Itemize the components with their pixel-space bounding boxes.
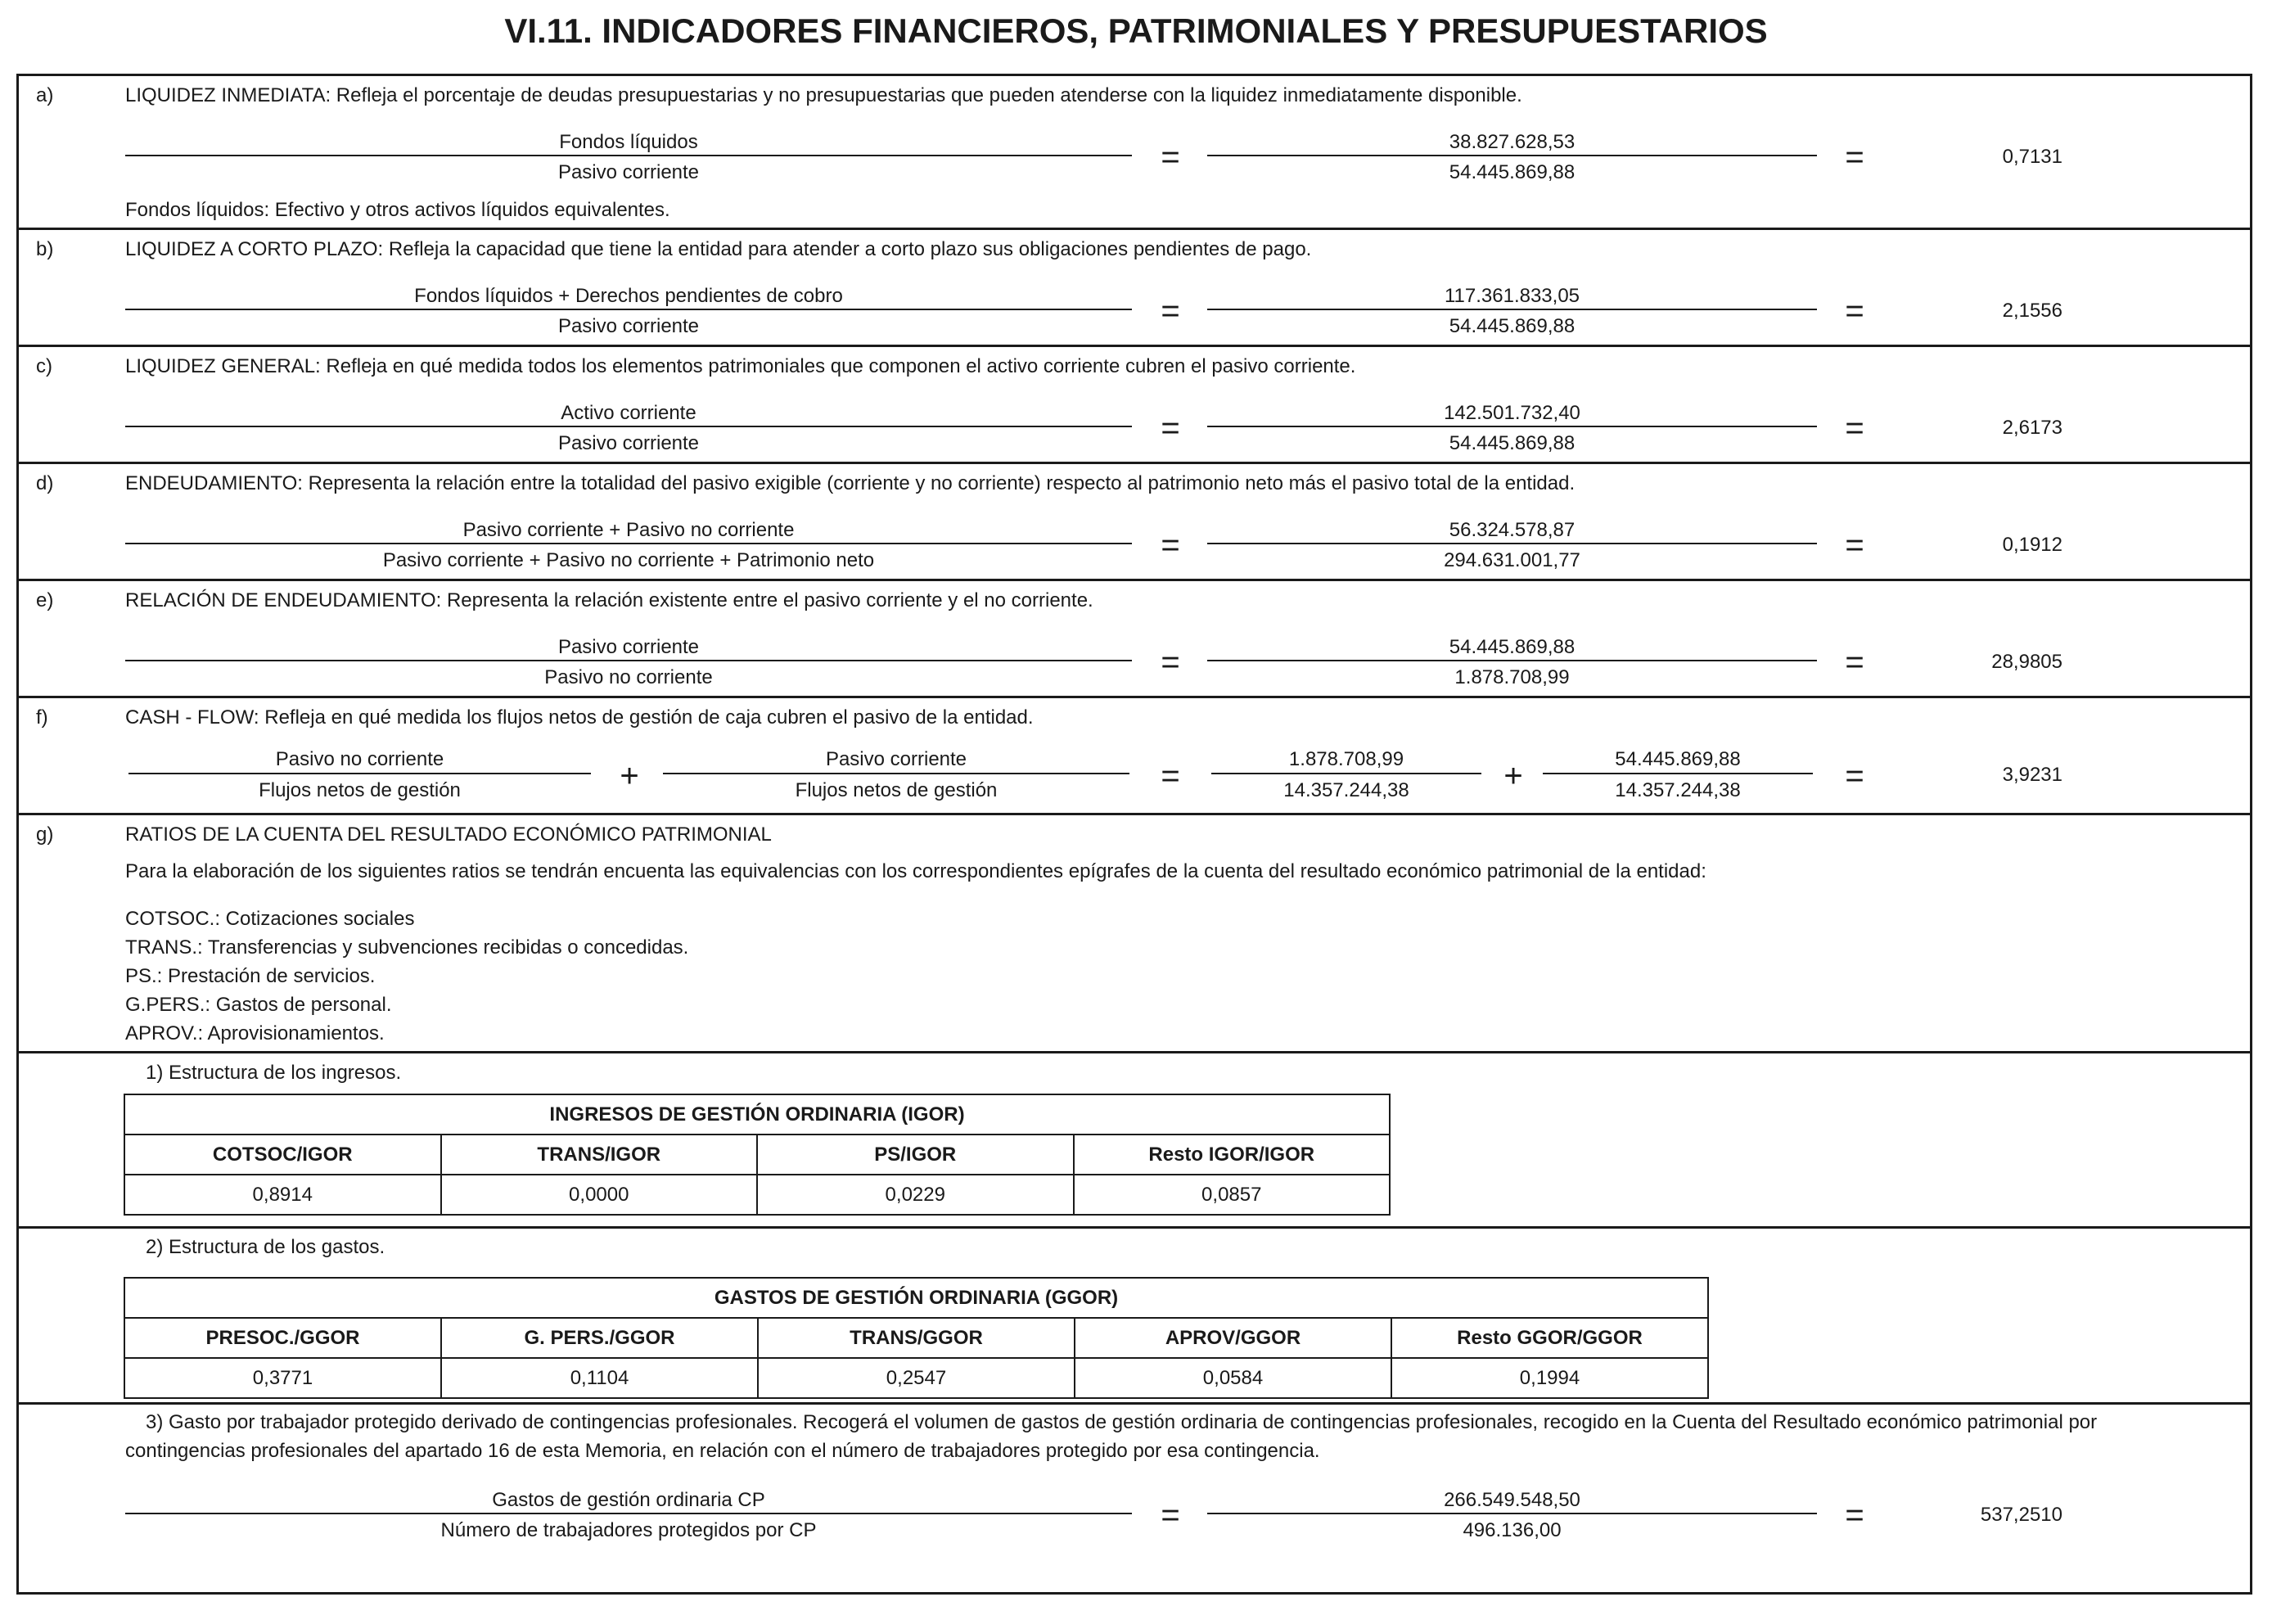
equals-sign: =	[1161, 758, 1180, 794]
ratio-result: 3,9231	[2002, 764, 2062, 786]
numerator-label: Activo corriente	[561, 402, 696, 424]
column-header: COTSOC/IGOR	[124, 1135, 441, 1175]
denominator-value: 54.445.869,88	[1449, 161, 1576, 183]
ratio-result: 0,1912	[2002, 534, 2062, 556]
ratio-result: 0,7131	[2002, 146, 2062, 168]
equivalence-item: PS.: Prestación de servicios.	[125, 965, 376, 987]
fraction-rule	[125, 660, 1132, 661]
equals-sign: =	[1845, 1497, 1864, 1533]
section-divider	[16, 813, 2252, 815]
ratio-result: 2,1556	[2002, 300, 2062, 322]
term1-denominator: Flujos netos de gestión	[259, 779, 461, 801]
denominator-value: 496.136,00	[1463, 1519, 1562, 1541]
column-header: G. PERS./GGOR	[441, 1318, 758, 1358]
fraction-rule	[125, 309, 1132, 310]
numerator-value: 38.827.628,53	[1449, 131, 1576, 153]
equals-sign: =	[1845, 758, 1864, 794]
table-row	[124, 1175, 1390, 1215]
ratio-result: 28,9805	[1991, 651, 2062, 673]
equals-sign: =	[1161, 527, 1180, 563]
table-header-row	[124, 1318, 1708, 1358]
worker-cost-text: 3) Gasto por trabajador protegido derivado de contingencias profesionales. Recogerá el volumen de gastos de gestión ordinaria de contingencias profesionales, recogido en la Cuenta del Resultado económico patrimonial por	[146, 1411, 2098, 1433]
column-header: TRANS/IGOR	[441, 1135, 758, 1175]
equals-sign: =	[1845, 644, 1864, 680]
fraction-rule	[663, 773, 1129, 774]
numerator-value: 142.501.732,40	[1444, 402, 1580, 424]
ratio-result: 2,6173	[2002, 417, 2062, 439]
fraction-rule	[1207, 660, 1817, 661]
numerator-label: Pasivo corriente + Pasivo no corriente	[462, 519, 795, 541]
denominator-value: 54.445.869,88	[1449, 315, 1576, 337]
denominator-label: Pasivo corriente	[557, 315, 700, 337]
section-letter: g)	[36, 823, 54, 846]
table-cell: 0,0584	[1075, 1358, 1391, 1398]
fraction-rule	[1207, 1513, 1817, 1514]
fraction-rule	[1207, 543, 1817, 544]
equals-sign: =	[1161, 293, 1180, 329]
section-letter: a)	[36, 84, 54, 106]
table-cell: 0,0000	[441, 1175, 758, 1215]
denominator-label: Pasivo corriente	[557, 432, 700, 454]
fraction-rule	[1543, 773, 1813, 774]
equivalence-item: TRANS.: Transferencias y subvenciones recibidas o concedidas.	[125, 936, 689, 959]
numerator-value: 54.445.869,88	[1449, 636, 1576, 658]
column-header: PS/IGOR	[757, 1135, 1074, 1175]
column-header: PRESOC./GGOR	[124, 1318, 441, 1358]
section-divider	[16, 345, 2252, 347]
table-title: GASTOS DE GESTIÓN ORDINARIA (GGOR)	[124, 1278, 1708, 1318]
section-letter: f)	[36, 706, 48, 729]
table-cell: 0,2547	[758, 1358, 1075, 1398]
equivalence-item: G.PERS.: Gastos de personal.	[125, 994, 392, 1016]
denominator-value: 294.631.001,77	[1444, 549, 1580, 571]
section-heading: RATIOS DE LA CUENTA DEL RESULTADO ECONÓMICO PATRIMONIAL	[125, 823, 772, 846]
table-title-row	[124, 1278, 1708, 1318]
income-structure-label: 1) Estructura de los ingresos.	[146, 1062, 402, 1084]
section-description: LIQUIDEZ GENERAL: Refleja en qué medida todos los elementos patrimoniales que componen el activo corriente cubren el pasivo corriente.	[125, 355, 1356, 377]
column-header: Resto IGOR/IGOR	[1074, 1135, 1391, 1175]
section-divider	[16, 1226, 2252, 1229]
section-letter: b)	[36, 238, 54, 260]
denominator-value: 1.878.708,99	[1454, 666, 1570, 688]
table-cell: 0,0229	[757, 1175, 1074, 1215]
section-description: RELACIÓN DE ENDEUDAMIENTO: Representa la relación existente entre el pasivo corriente y el no corriente.	[125, 589, 1093, 611]
table-row	[124, 1358, 1708, 1398]
section-description: LIQUIDEZ A CORTO PLAZO: Refleja la capacidad que tiene la entidad para atender a corto plazo sus obligaciones pendientes de pago.	[125, 238, 1312, 260]
fraction-rule	[125, 426, 1132, 427]
term1-numerator: Pasivo no corriente	[275, 748, 444, 770]
plus-sign: +	[620, 758, 639, 794]
value2-denominator: 14.357.244,38	[1615, 779, 1741, 801]
worker-cost-text-continued: contingencias profesionales del apartado 16 de esta Memoria, en relación con el número de trabajadores protegido por esa contingencia.	[125, 1440, 1320, 1462]
numerator-value: 117.361.833,05	[1444, 285, 1580, 307]
table-title-row	[124, 1094, 1390, 1135]
denominator-label: Pasivo corriente	[557, 161, 700, 183]
fraction-rule	[125, 543, 1132, 544]
table-cell: 0,0857	[1074, 1175, 1391, 1215]
equals-sign: =	[1161, 1497, 1180, 1533]
numerator-value: 266.549.548,50	[1444, 1489, 1580, 1511]
section-divider	[16, 579, 2252, 581]
numerator-label: Fondos líquidos + Derechos pendientes de cobro	[414, 285, 843, 307]
fraction-rule	[1211, 773, 1481, 774]
column-header: Resto GGOR/GGOR	[1391, 1318, 1708, 1358]
fraction-rule	[128, 773, 591, 774]
table-title: INGRESOS DE GESTIÓN ORDINARIA (IGOR)	[124, 1094, 1390, 1135]
section-letter: d)	[36, 472, 54, 494]
term2-numerator: Pasivo corriente	[825, 748, 967, 770]
fraction-rule	[125, 155, 1132, 156]
equals-sign: =	[1845, 527, 1864, 563]
section-divider	[16, 1051, 2252, 1053]
denominator-label: Número de trabajadores protegidos por CP	[440, 1519, 817, 1541]
section-divider	[16, 1402, 2252, 1405]
plus-sign: +	[1503, 758, 1523, 794]
equals-sign: =	[1161, 410, 1180, 446]
fraction-rule	[1207, 426, 1817, 427]
fraction-rule	[1207, 309, 1817, 310]
denominator-value: 54.445.869,88	[1449, 432, 1576, 454]
value2-numerator: 54.445.869,88	[1615, 748, 1741, 770]
numerator-label: Fondos líquidos	[559, 131, 698, 153]
section-divider	[16, 462, 2252, 464]
value1-denominator: 14.357.244,38	[1283, 779, 1409, 801]
table-cell: 0,1104	[441, 1358, 758, 1398]
page-title: VI.11. INDICADORES FINANCIEROS, PATRIMONIALES Y PRESUPUESTARIOS	[504, 11, 1768, 50]
term2-denominator: Flujos netos de gestión	[795, 779, 998, 801]
equals-sign: =	[1845, 139, 1864, 175]
section-letter: e)	[36, 589, 54, 611]
denominator-label: Pasivo no corriente	[544, 666, 713, 688]
equals-sign: =	[1161, 139, 1180, 175]
column-header: TRANS/GGOR	[758, 1318, 1075, 1358]
section-intro: Para la elaboración de los siguientes ratios se tendrán encuenta las equivalencias con los correspondientes epígrafes de la cuenta del resultado económico patrimonial de la entidad:	[125, 860, 1706, 882]
ratio-result: 537,2510	[1980, 1504, 2062, 1526]
numerator-value: 56.324.578,87	[1449, 519, 1576, 541]
section-description: CASH - FLOW: Refleja en qué medida los flujos netos de gestión de caja cubren el pasivo de la entidad.	[125, 706, 1034, 729]
table-header-row	[124, 1135, 1390, 1175]
equals-sign: =	[1845, 293, 1864, 329]
table-cell: 0,1994	[1391, 1358, 1708, 1398]
section-divider	[16, 696, 2252, 698]
expense-structure-label: 2) Estructura de los gastos.	[146, 1236, 385, 1258]
equals-sign: =	[1845, 410, 1864, 446]
fraction-rule	[125, 1513, 1132, 1514]
numerator-label: Gastos de gestión ordinaria CP	[492, 1489, 765, 1511]
section-letter: c)	[36, 355, 52, 377]
section-description: ENDEUDAMIENTO: Representa la relación entre la totalidad del pasivo exigible (corriente y no corriente) respecto al patrimonio neto más el pasivo total de la entidad.	[125, 472, 1576, 494]
equivalence-item: COTSOC.: Cotizaciones sociales	[125, 908, 415, 930]
table-cell: 0,8914	[124, 1175, 441, 1215]
equivalence-item: APROV.: Aprovisionamientos.	[125, 1022, 385, 1044]
section-description: LIQUIDEZ INMEDIATA: Refleja el porcentaje de deudas presupuestarias y no presupuestarias que pueden atenderse con la liquidez inmediatamente disponible.	[125, 84, 1522, 106]
fraction-rule	[1207, 155, 1817, 156]
section-divider	[16, 228, 2252, 230]
column-header: APROV/GGOR	[1075, 1318, 1391, 1358]
equals-sign: =	[1161, 644, 1180, 680]
value1-numerator: 1.878.708,99	[1288, 748, 1404, 770]
numerator-label: Pasivo corriente	[557, 636, 700, 658]
section-note: Fondos líquidos: Efectivo y otros activos líquidos equivalentes.	[125, 199, 670, 221]
table-cell: 0,3771	[124, 1358, 441, 1398]
expense-ratios-table	[124, 1277, 1709, 1399]
income-ratios-table	[124, 1094, 1391, 1216]
denominator-label: Pasivo corriente + Pasivo no corriente + Patrimonio neto	[382, 549, 875, 571]
